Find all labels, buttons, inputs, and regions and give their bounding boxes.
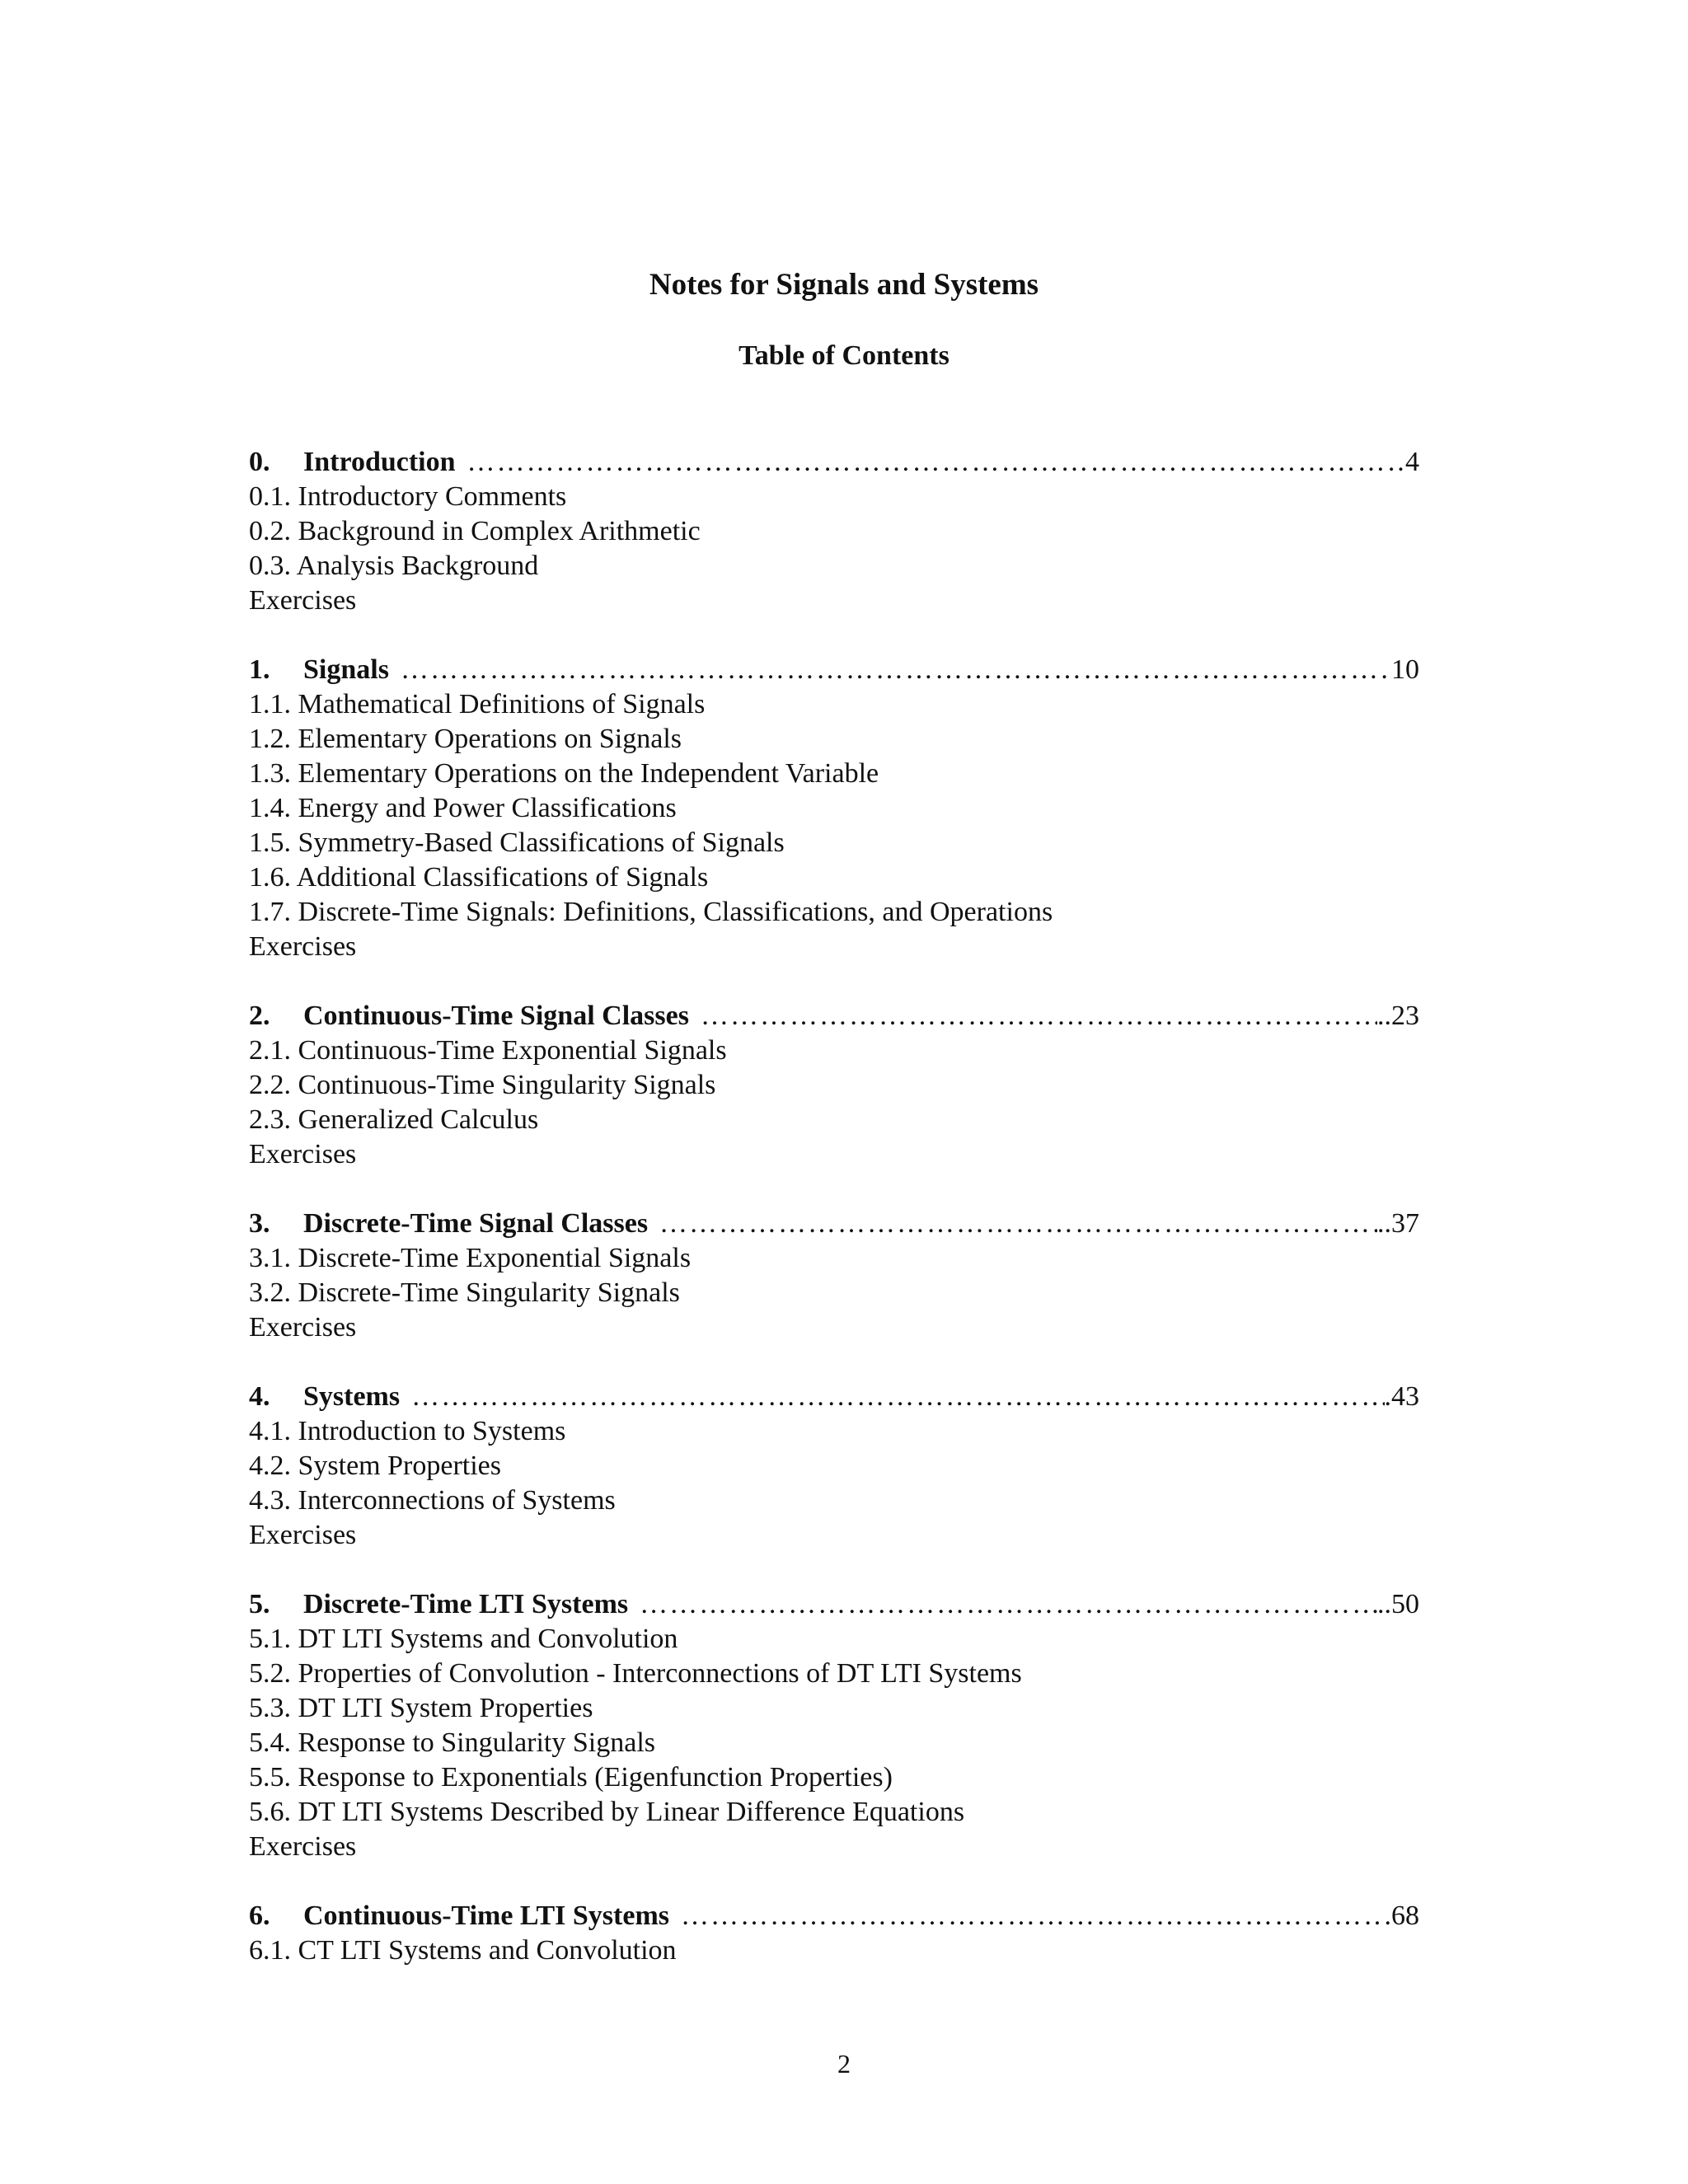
toc-item[interactable]: 2.2. Continuous-Time Singularity Signals [249, 1070, 716, 1100]
chapter-page: 10 [1391, 654, 1419, 685]
chapter-number: 5. [249, 1589, 270, 1619]
toc-item[interactable]: 0.2. Background in Complex Arithmetic [249, 516, 701, 546]
page-number: 2 [837, 2049, 851, 2079]
dot-leader [701, 999, 1377, 1033]
toc-item[interactable]: 3.2. Discrete-Time Singularity Signals [249, 1277, 680, 1308]
toc-chapter-heading[interactable] [249, 1899, 1419, 1933]
chapter-number: 6. [249, 1900, 270, 1931]
toc-item[interactable]: 4.2. System Properties [249, 1451, 501, 1481]
toc-item[interactable]: 1.1. Mathematical Definitions of Signals [249, 689, 706, 719]
toc-item[interactable]: 3.1. Discrete-Time Exponential Signals [249, 1243, 692, 1273]
toc-item[interactable]: 2.1. Continuous-Time Exponential Signals [249, 1035, 727, 1066]
toc-item[interactable]: 5.5. Response to Exponentials (Eigenfunction Properties) [249, 1762, 893, 1793]
chapter-page: .43 [1384, 1381, 1419, 1412]
toc-item[interactable]: 1.3. Elementary Operations on the Independent Variable [249, 758, 879, 789]
dot-leader [411, 1380, 1384, 1414]
toc-chapter-heading[interactable] [249, 445, 1419, 480]
toc-item[interactable]: 5.3. DT LTI System Properties [249, 1693, 593, 1723]
toc-item[interactable]: 1.6. Additional Classifications of Signals [249, 862, 709, 893]
toc-item[interactable]: Exercises [249, 1520, 357, 1550]
toc-section-4 [249, 1380, 1419, 1553]
toc-heading: Table of Contents [738, 340, 950, 371]
chapter-page: ..23 [1377, 1001, 1419, 1031]
chapter-title: Discrete-Time Signal Classes [303, 1208, 649, 1239]
toc-section-6 [249, 1899, 1419, 1968]
toc-item[interactable]: 1.2. Elementary Operations on Signals [249, 724, 682, 754]
chapter-number: 1. [249, 654, 270, 685]
chapter-page: .68 [1384, 1900, 1419, 1931]
toc-item[interactable]: 4.3. Interconnections of Systems [249, 1485, 616, 1516]
chapter-page: 4 [1405, 447, 1419, 477]
toc-section-2 [249, 999, 1419, 1172]
chapter-page: ..50 [1377, 1589, 1419, 1619]
toc-item[interactable]: 6.1. CT LTI Systems and Convolution [249, 1935, 677, 1966]
toc-item[interactable]: 5.6. DT LTI Systems Described by Linear Difference Equations [249, 1797, 965, 1827]
toc-chapter-heading[interactable] [249, 999, 1419, 1033]
toc-item[interactable]: 1.4. Energy and Power Classifications [249, 793, 677, 823]
chapter-title: Systems [303, 1381, 401, 1412]
toc-item[interactable]: 5.4. Response to Singularity Signals [249, 1727, 655, 1758]
toc-item[interactable]: Exercises [249, 1139, 357, 1169]
toc-item[interactable]: Exercises [249, 1831, 357, 1862]
chapter-title: Introduction [303, 447, 456, 477]
chapter-title: Continuous-Time LTI Systems [303, 1900, 670, 1931]
toc-item[interactable]: 4.1. Introduction to Systems [249, 1416, 566, 1446]
table-of-contents [249, 445, 1419, 2003]
toc-item[interactable]: Exercises [249, 931, 357, 962]
toc-item[interactable]: 1.7. Discrete-Time Signals: Definitions, Classifications, and Operations [249, 897, 1053, 927]
dot-leader [681, 1899, 1384, 1933]
page-title: Notes for Signals and Systems [649, 268, 1039, 302]
toc-section-5 [249, 1587, 1419, 1864]
toc-chapter-heading[interactable] [249, 653, 1419, 687]
toc-chapter-heading[interactable] [249, 1380, 1419, 1414]
toc-item[interactable]: 0.1. Introductory Comments [249, 481, 567, 512]
toc-item[interactable]: Exercises [249, 585, 357, 616]
toc-item[interactable]: 5.1. DT LTI Systems and Convolution [249, 1624, 678, 1654]
chapter-number: 3. [249, 1208, 270, 1239]
toc-chapter-heading[interactable] [249, 1587, 1419, 1622]
chapter-title: Signals [303, 654, 389, 685]
toc-chapter-heading[interactable] [249, 1207, 1419, 1241]
chapter-number: 2. [249, 1001, 270, 1031]
toc-item[interactable]: 5.2. Properties of Convolution - Interconnections of DT LTI Systems [249, 1658, 1022, 1689]
dot-leader [467, 445, 1405, 480]
toc-item[interactable]: 2.3. Generalized Calculus [249, 1104, 539, 1135]
toc-section-0 [249, 445, 1419, 618]
chapter-title: Continuous-Time Signal Classes [303, 1001, 689, 1031]
toc-section-3 [249, 1207, 1419, 1345]
chapter-title: Discrete-Time LTI Systems [303, 1589, 629, 1619]
chapter-number: 4. [249, 1381, 270, 1412]
toc-item[interactable]: Exercises [249, 1312, 357, 1343]
toc-item[interactable]: 0.3. Analysis Background [249, 551, 539, 581]
toc-item[interactable]: 1.5. Symmetry-Based Classifications of Signals [249, 827, 785, 858]
chapter-number: 0. [249, 447, 270, 477]
dot-leader [401, 653, 1391, 687]
chapter-page: ..37 [1377, 1208, 1419, 1239]
dot-leader [659, 1207, 1377, 1241]
dot-leader [640, 1587, 1377, 1622]
toc-section-1 [249, 653, 1419, 964]
